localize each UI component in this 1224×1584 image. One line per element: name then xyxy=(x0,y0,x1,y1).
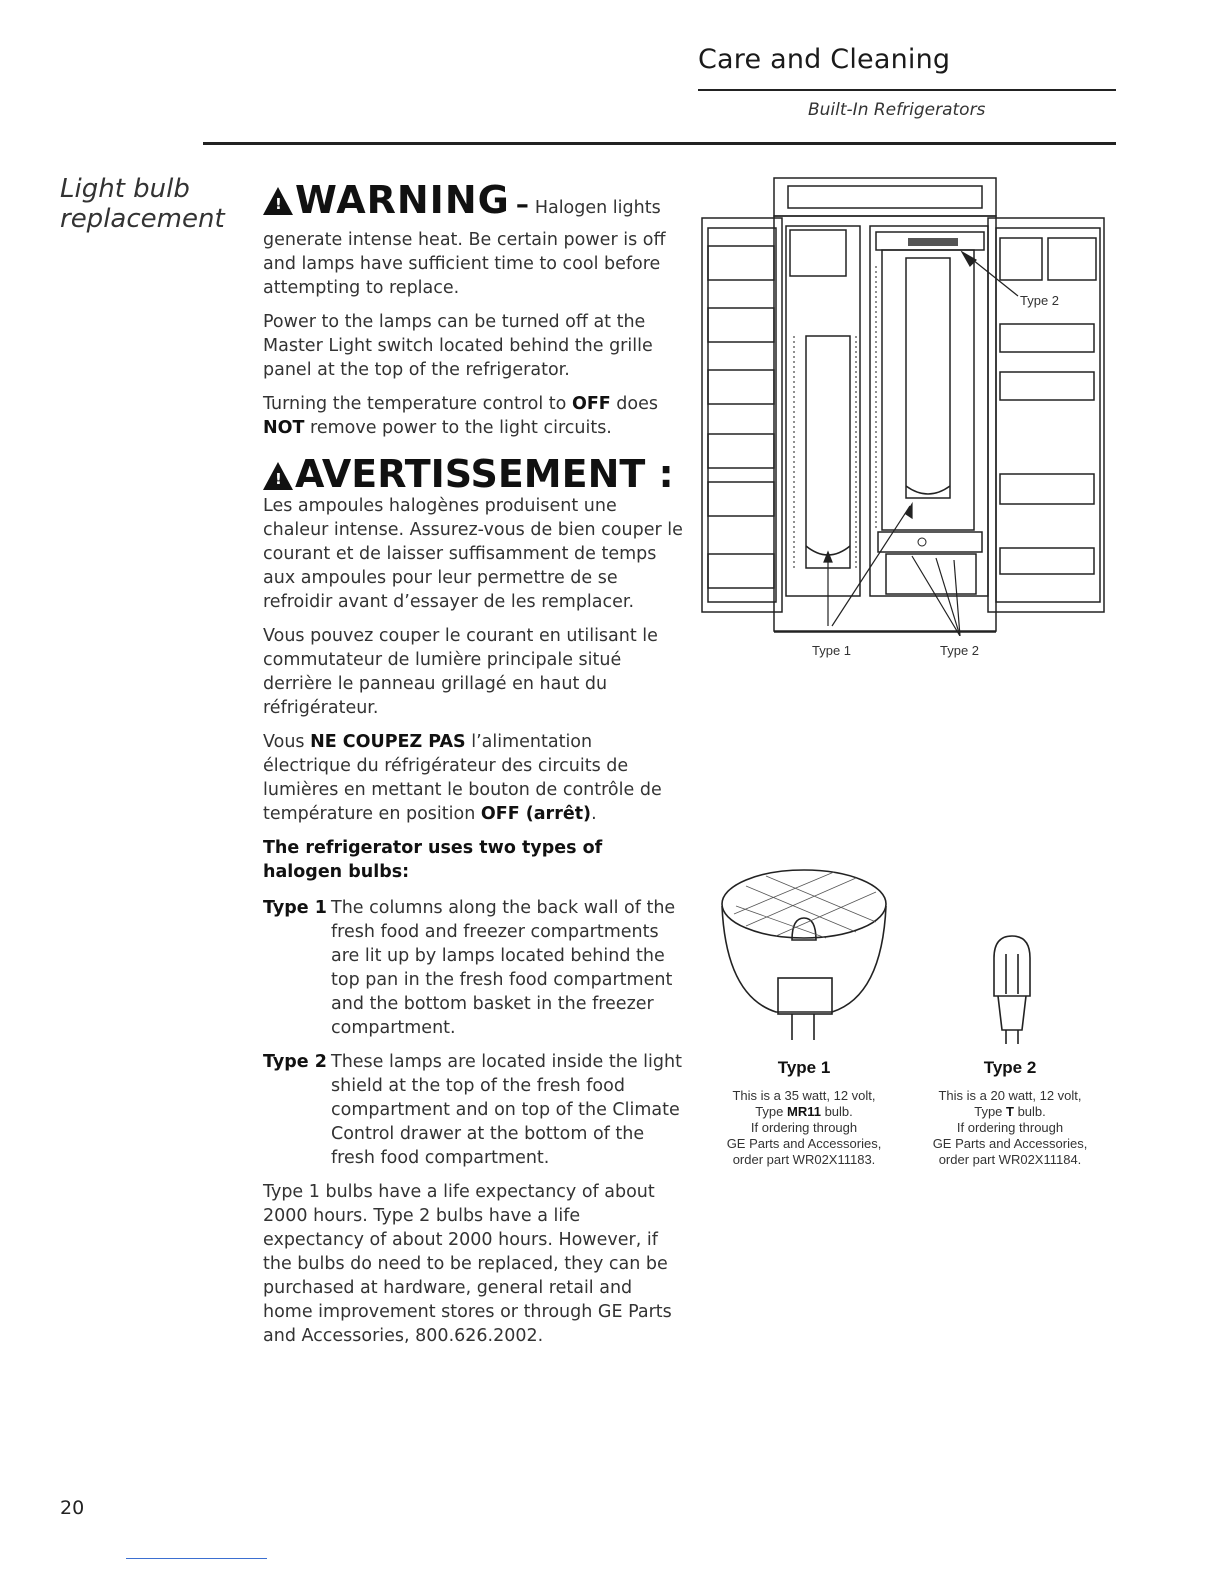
mr11-bulb-illustration xyxy=(716,866,892,1046)
bulb-caption-type-1: Type 1 This is a 35 watt, 12 volt, Type MR11 bulb. If ordering through GE Parts and Accessories, order part WR02X11183. xyxy=(704,1060,904,1168)
refrigerator-diagram xyxy=(698,176,1114,636)
divider-rule xyxy=(203,142,1116,145)
warning-icon xyxy=(263,187,293,215)
type-text: These lamps are located inside the light shield at the top of the fresh food compartment and on top of the Climate Control drawer at the bottom of the fresh food compartment. xyxy=(331,1052,682,1168)
warning-power-text: Power to the lamps can be turned off at the Master Light switch located behind the grille panel at the top of the refrigerator. xyxy=(263,312,653,380)
footer-rule xyxy=(126,1558,267,1559)
avertissement-text: Les ampoules halogènes produisent une chaleur intense. Assurez-vous de bien couper le courant et de laisser suffisamment de temps aux ampoules pour leur permettre de se refroidir avant d’essayer de les remplacer. xyxy=(263,496,683,612)
avertissement-block xyxy=(263,454,683,826)
bulb-caption-type-2: Type 2 This is a 20 watt, 12 volt, Type T bulb. If ordering through GE Parts and Accessories, order part WR02X11184. xyxy=(910,1060,1110,1168)
type-label: Type 2 xyxy=(263,1052,327,1072)
type-label: Type 1 xyxy=(263,898,327,918)
section-subtitle: Built-In Refrigerators xyxy=(808,100,986,120)
avertissement-power-text: Vous pouvez couper le courant en utilisant le commutateur de lumière principale situé derrière le panneau grillagé en haut du réfrigérateur. xyxy=(263,626,658,718)
warning-dash: – xyxy=(515,190,529,220)
diagram-label-type-1: Type 1 xyxy=(812,643,852,658)
diagram-label-type-2-bottom: Type 2 xyxy=(940,643,980,658)
t-bulb-illustration xyxy=(988,934,1036,1046)
caption-title: Type 1 xyxy=(777,1058,831,1077)
life-expectancy-text: Type 1 bulbs have a life expectancy of about 2000 hours. Type 2 bulbs have a life expectancy of about 2000 hours. However, if the bulbs do need to be replaced, they can be purchased at hardware, general retail and home improvement stores or through GE Parts and Accessories, 800.626.2002. xyxy=(263,1182,672,1346)
warning-heading: WARNING xyxy=(295,178,510,222)
main-text-column xyxy=(263,180,683,1358)
page-number: 20 xyxy=(60,1497,85,1519)
diagram-label-type-2-top: Type 2 xyxy=(1020,293,1060,308)
section-title: Care and Cleaning xyxy=(698,44,951,75)
type-1-description xyxy=(263,896,683,1040)
caption-title: Type 2 xyxy=(983,1058,1037,1077)
topic-title: Light bulb replacement xyxy=(60,174,225,234)
warning-lead-text: Halogen lights xyxy=(534,198,661,218)
warning-block xyxy=(263,180,683,440)
avertissement-heading: AVERTISSEMENT : xyxy=(295,452,674,496)
type-2-description xyxy=(263,1050,683,1170)
warning-icon xyxy=(263,462,293,490)
type-text: The columns along the back wall of the fresh food and freezer compartments are lit up by lamps located behind the top pan in the fresh food compartment and the bottom basket in the freezer compartment. xyxy=(331,898,676,1038)
avertissement-control-text: Vous NE COUPEZ PAS l’alimentation électrique du réfrigérateur des circuits de lumières en mettant le bouton de contrôle de température en position OFF (arrêt). xyxy=(263,732,662,824)
warning-text: generate intense heat. Be certain power is off and lamps have sufficient time to cool before attempting to replace. xyxy=(263,230,666,298)
bulb-types-heading: The refrigerator uses two types of halogen bulbs: xyxy=(263,838,603,882)
warning-control-text: Turning the temperature control to OFF does NOT remove power to the light circuits. xyxy=(263,394,658,438)
header-rule xyxy=(698,89,1116,91)
